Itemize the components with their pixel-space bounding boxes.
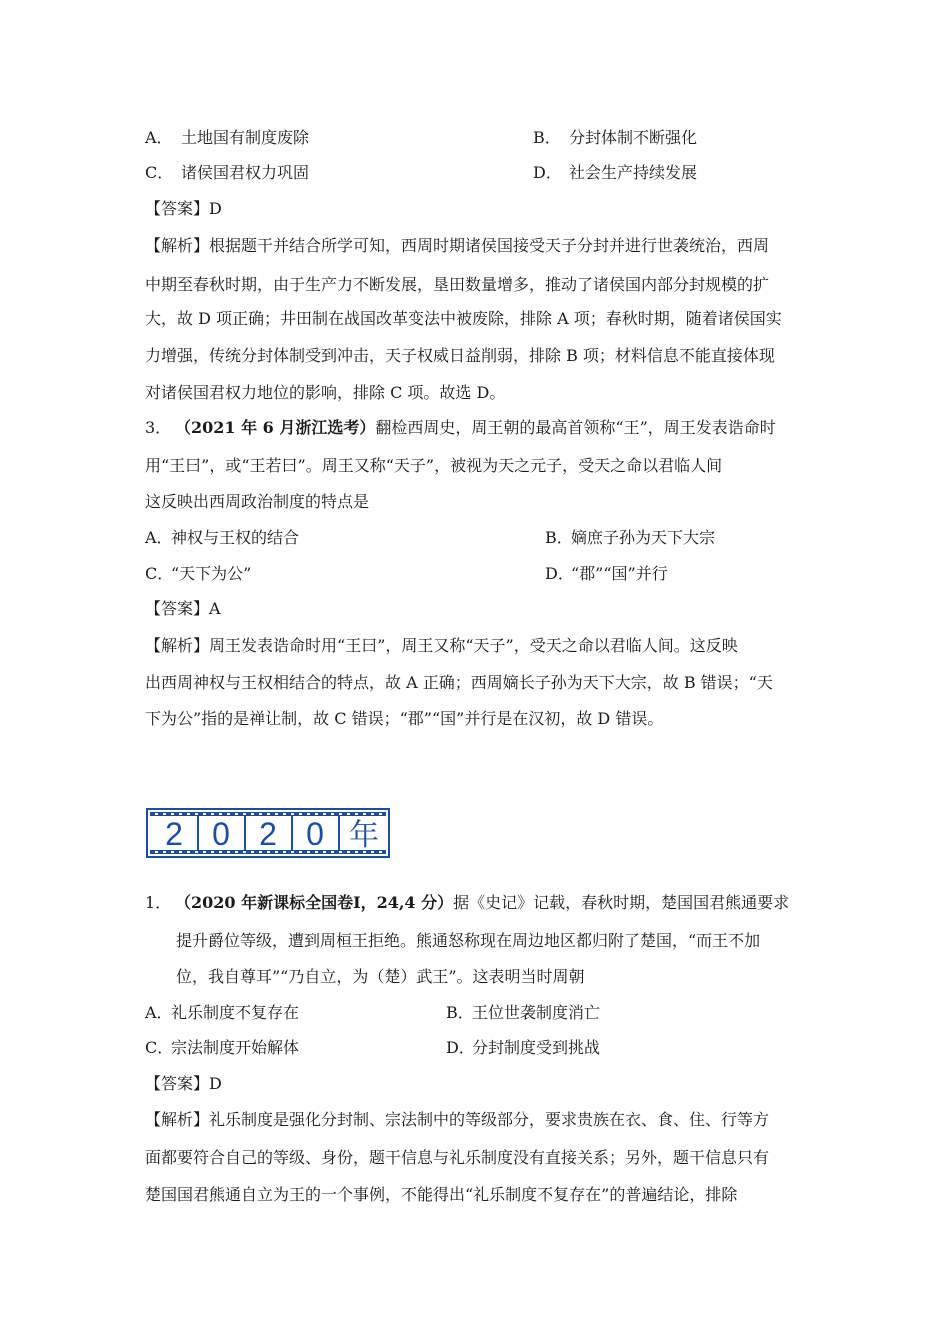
q2-option-d: D． 社会生产持续发展 (533, 163, 698, 182)
banner-year-suffix: 年 (349, 819, 379, 852)
q3-stem-line-3: 这反映出西周政治制度的特点是 (145, 492, 370, 511)
q1-analysis-line-3: 楚国国君熊通自立为王的一个事例，不能得出“礼乐制度不复存在”的普遍结论，排除 (145, 1185, 738, 1204)
q1-option-c: C．宗法制度开始解体 (145, 1038, 300, 1057)
q3-stem-line-2: 用“王曰”，或“王若曰”。周王又称“天子”，被视为天之元子，受天之命以君临人间 (145, 456, 723, 475)
q3-analysis-line-1: 【解析】周王发表诰命时用“王曰”，周王又称“天子”，受天之命以君临人间。这反映 (145, 636, 738, 655)
q1-answer: 【答案】D (145, 1074, 222, 1093)
q3-analysis-line-3: 下为公”指的是禅让制，故 C 错误；“郡”“国”并行是在汉初，故 D 错误。 (145, 709, 664, 728)
q1-analysis-line-1: 【解析】礼乐制度是强化分封制、宗法制中的等级部分，要求贵族在衣、食、住、行等方 (145, 1110, 770, 1129)
q2-analysis-line-2: 中期至春秋时期，由于生产力不断发展，垦田数量增多，推动了诸侯国内部分封规模的扩 (145, 275, 770, 294)
q2-analysis-line-4: 力增强，传统分封体制受到冲击，天子权威日益削弱，排除 B 项；材料信息不能直接体现 (145, 346, 775, 365)
q3-option-a: A．神权与王权的结合 (145, 528, 300, 547)
q1-option-b: B．王位世袭制度消亡 (446, 1003, 601, 1022)
q3-option-d: D．“郡”“国”并行 (545, 564, 668, 583)
q2-analysis-line-3: 大，故 D 项正确；井田制在战国改革变法中被废除，排除 A 项；春秋时期，随着诸侯国实 (145, 309, 782, 328)
banner-digit-4: 0 (306, 816, 324, 852)
year-banner (146, 808, 390, 858)
q1-stem-line-1: 1． （2020 年新课标全国卷Ⅰ，24,4 分）据《史记》记载，春秋时期，楚国国君熊通要求 (145, 893, 790, 912)
q3-analysis-line-2: 出西周神权与王权相结合的特点，故 A 正确；西周嫡长子孙为天下大宗，故 B 错误；“天 (145, 673, 773, 692)
q1-option-d: D．分封制度受到挑战 (446, 1038, 601, 1057)
q3-answer: 【答案】A (145, 599, 221, 618)
q2-option-a: A． 土地国有制度废除 (145, 128, 310, 147)
q3-option-c: C．“天下为公” (145, 564, 252, 583)
q1-stem-line-2: 提升爵位等级，遭到周桓王拒绝。熊通怒称现在周边地区都归附了楚国，“而王不加 (176, 931, 761, 950)
q3-stem-line-1: 3． （2021 年 6 月浙江选考）翻检西周史，周王朝的最高首领称“王”，周王发表诰命时 (145, 418, 776, 437)
q2-analysis-line-1: 【解析】根据题干并结合所学可知，西周时期诸侯国接受天子分封并进行世袭统治，西周 (145, 236, 770, 255)
q2-option-c: C． 诸侯国君权力巩固 (145, 163, 310, 182)
banner-digit-3: 2 (259, 816, 277, 852)
q3-option-b: B．嫡庶子孙为天下大宗 (545, 528, 716, 547)
q2-option-b: B． 分封体制不断强化 (533, 128, 698, 147)
banner-digit-1: 2 (165, 816, 183, 852)
q2-analysis-line-5: 对诸侯国君权力地位的影响，排除 C 项。故选 D。 (145, 383, 506, 402)
banner-digit-2: 0 (212, 816, 230, 852)
q1-stem-line-3: 位，我自尊耳”“乃自立，为（楚）武王”。这表明当时周朝 (176, 967, 585, 986)
q1-option-a: A．礼乐制度不复存在 (145, 1003, 300, 1022)
q2-answer: 【答案】D (145, 199, 222, 218)
q1-analysis-line-2: 面都要符合自己的等级、身份，题干信息与礼乐制度没有直接关系；另外，题干信息只有 (145, 1148, 770, 1167)
